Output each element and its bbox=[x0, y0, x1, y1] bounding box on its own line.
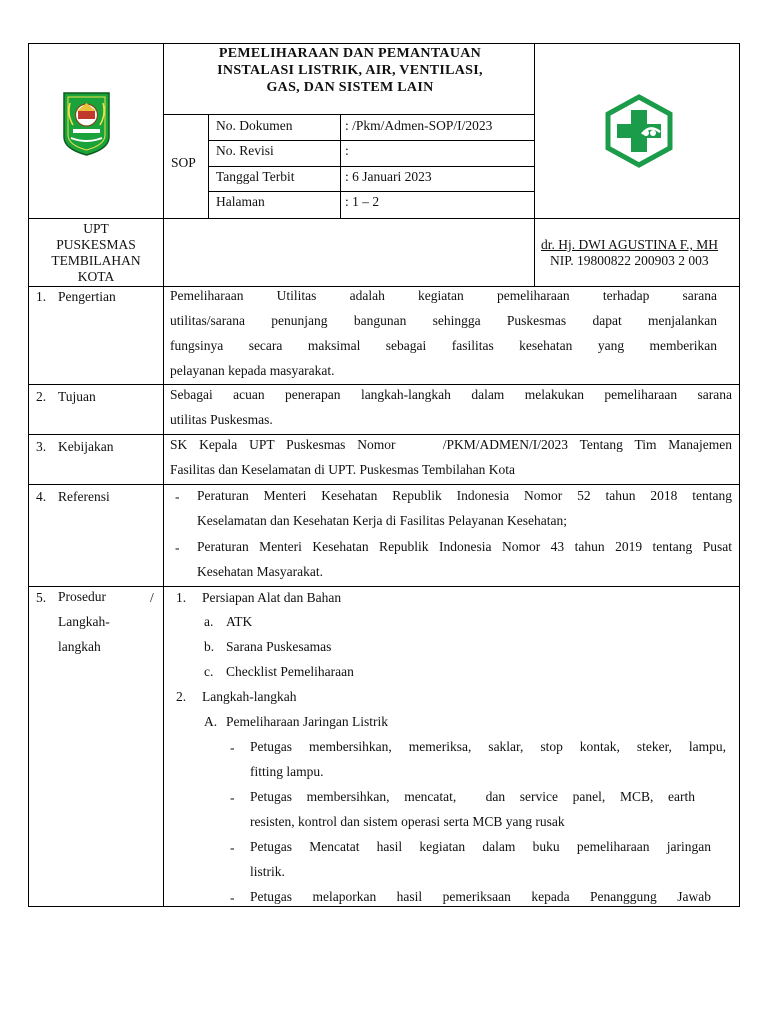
section-number: 2. bbox=[36, 389, 47, 404]
divider bbox=[208, 140, 534, 141]
text-line: utilitas/sarana penunjang bangunan sehingga Puskesmas dapat menjalankan bbox=[170, 313, 717, 328]
meta-value: : bbox=[345, 143, 349, 158]
section-label: Pengertian bbox=[58, 289, 116, 304]
text-line: pelayanan kepada masyarakat. bbox=[170, 363, 335, 378]
sub-title: Pemeliharaan Jaringan Listrik bbox=[226, 714, 388, 729]
bullet-dash: - bbox=[175, 540, 180, 555]
table-border-right bbox=[739, 43, 740, 907]
meta-label: Tanggal Terbit bbox=[216, 169, 295, 184]
list-letter: b. bbox=[204, 639, 215, 654]
text-line: Prosedur bbox=[58, 589, 106, 604]
section-label: Referensi bbox=[58, 489, 110, 504]
section-label: Tujuan bbox=[58, 389, 96, 404]
list-letter: a. bbox=[204, 614, 214, 629]
regency-crest-icon bbox=[61, 91, 112, 157]
step-number: 2. bbox=[176, 689, 187, 704]
text-line: Langkah- bbox=[58, 614, 110, 629]
section-body bbox=[170, 432, 732, 482]
list-letter: c. bbox=[204, 664, 214, 679]
document-title-line: PEMELIHARAAN DAN PEMANTAUAN bbox=[218, 46, 482, 61]
label-slash: / bbox=[150, 590, 154, 605]
list-item: ATK bbox=[226, 614, 253, 629]
bullet-item bbox=[250, 784, 695, 834]
table-border-left bbox=[28, 43, 29, 907]
meta-value: : 6 Januari 2023 bbox=[345, 169, 432, 184]
bullet-item bbox=[250, 884, 711, 909]
meta-value: : 1 – 2 bbox=[345, 194, 380, 209]
text-line: Petugas membersihkan, memeriksa, saklar, stop kontak, steker, lampu, bbox=[250, 739, 726, 754]
document-title-line: GAS, DAN SISTEM LAIN bbox=[266, 80, 434, 95]
meta-value: : /Pkm/Admen-SOP/I/2023 bbox=[345, 118, 493, 133]
text-line: Peraturan Menteri Kesehatan Republik Indonesia Nomor 43 tahun 2019 tentang Pusat bbox=[197, 539, 732, 554]
text-line: langkah bbox=[58, 639, 101, 654]
section-body bbox=[170, 382, 732, 432]
divider bbox=[163, 114, 534, 115]
bullet-item bbox=[250, 834, 711, 884]
list-item: Checklist Pemeliharaan bbox=[226, 664, 354, 679]
text-line: utilitas Puskesmas. bbox=[170, 412, 273, 427]
text-line: Pemeliharaan Utilitas adalah kegiatan pemeliharaan terhadap sarana bbox=[170, 288, 717, 303]
table-border-top bbox=[28, 43, 740, 44]
text-line: listrik. bbox=[250, 864, 285, 879]
text-line: Petugas melaporkan hasil pemeriksaan kepada Penanggung Jawab bbox=[250, 889, 711, 904]
org-name-line: KOTA bbox=[77, 269, 115, 284]
meta-label: No. Revisi bbox=[216, 143, 274, 158]
bullet-dash: - bbox=[230, 890, 235, 905]
divider bbox=[163, 43, 164, 907]
bullet-dash: - bbox=[230, 840, 235, 855]
document-title-line: INSTALASI LISTRIK, AIR, VENTILASI, bbox=[217, 63, 483, 78]
text-line: SK Kepala UPT Puskesmas Nomor /PKM/ADMEN/I/2023 Tentang Tim Manajemen bbox=[170, 437, 732, 452]
step-number: 1. bbox=[176, 590, 187, 605]
text-line: Petugas membersihkan, mencatat, dan service panel, MCB, earth bbox=[250, 789, 695, 804]
text-line: Keselamatan dan Kesehatan Kerja di Fasilitas Pelayanan Kesehatan; bbox=[197, 513, 567, 528]
text-line: Sebagai acuan penerapan langkah-langkah dalam melakukan pemeliharaan sarana bbox=[170, 387, 732, 402]
divider bbox=[208, 191, 534, 192]
org-name-line: UPT bbox=[83, 221, 109, 236]
sop-label: SOP bbox=[171, 155, 196, 170]
step-title: Persiapan Alat dan Bahan bbox=[202, 590, 342, 605]
text-line: resisten, kontrol dan sistem operasi serta MCB yang rusak bbox=[250, 814, 565, 829]
divider bbox=[208, 166, 534, 167]
section-number: 3. bbox=[36, 439, 47, 454]
meta-label: Halaman bbox=[216, 194, 265, 209]
signer-nip: NIP. 19800822 200903 2 003 bbox=[550, 253, 709, 268]
reference-item bbox=[197, 534, 732, 584]
section-number: 1. bbox=[36, 289, 47, 304]
list-item: Sarana Puskesamas bbox=[226, 639, 332, 654]
section-body bbox=[170, 283, 717, 383]
reference-item bbox=[197, 483, 732, 533]
section-number: 4. bbox=[36, 489, 47, 504]
section-number: 5. bbox=[36, 590, 47, 605]
divider bbox=[28, 218, 740, 219]
bullet-dash: - bbox=[175, 489, 180, 504]
divider bbox=[28, 586, 740, 587]
section-label bbox=[58, 584, 110, 659]
section-label: Kebijakan bbox=[58, 439, 114, 454]
text-line: Fasilitas dan Keselamatan di UPT. Puskesmas Tembilahan Kota bbox=[170, 462, 515, 477]
org-name-line: PUSKESMAS bbox=[56, 237, 136, 252]
text-line: fitting lampu. bbox=[250, 764, 324, 779]
divider bbox=[534, 43, 535, 286]
step-title: Langkah-langkah bbox=[202, 689, 297, 704]
text-line: fungsinya secara maksimal sebagai fasilitas kesehatan yang memberikan bbox=[170, 338, 717, 353]
text-line: Kesehatan Masyarakat. bbox=[197, 564, 323, 579]
text-line: Petugas Mencatat hasil kegiatan dalam buku pemeliharaan jaringan bbox=[250, 839, 711, 854]
bullet-item bbox=[250, 734, 726, 784]
bullet-dash: - bbox=[230, 790, 235, 805]
org-name-line: TEMBILAHAN bbox=[51, 253, 141, 268]
bullet-dash: - bbox=[230, 740, 235, 755]
text-line: Peraturan Menteri Kesehatan Republik Indonesia Nomor 52 tahun 2018 tentang bbox=[197, 488, 732, 503]
signer-name: dr. Hj. DWI AGUSTINA F., MH bbox=[541, 237, 719, 252]
meta-label: No. Dokumen bbox=[216, 118, 293, 133]
puskesmas-cross-icon bbox=[604, 94, 674, 168]
sub-letter: A. bbox=[204, 714, 218, 729]
